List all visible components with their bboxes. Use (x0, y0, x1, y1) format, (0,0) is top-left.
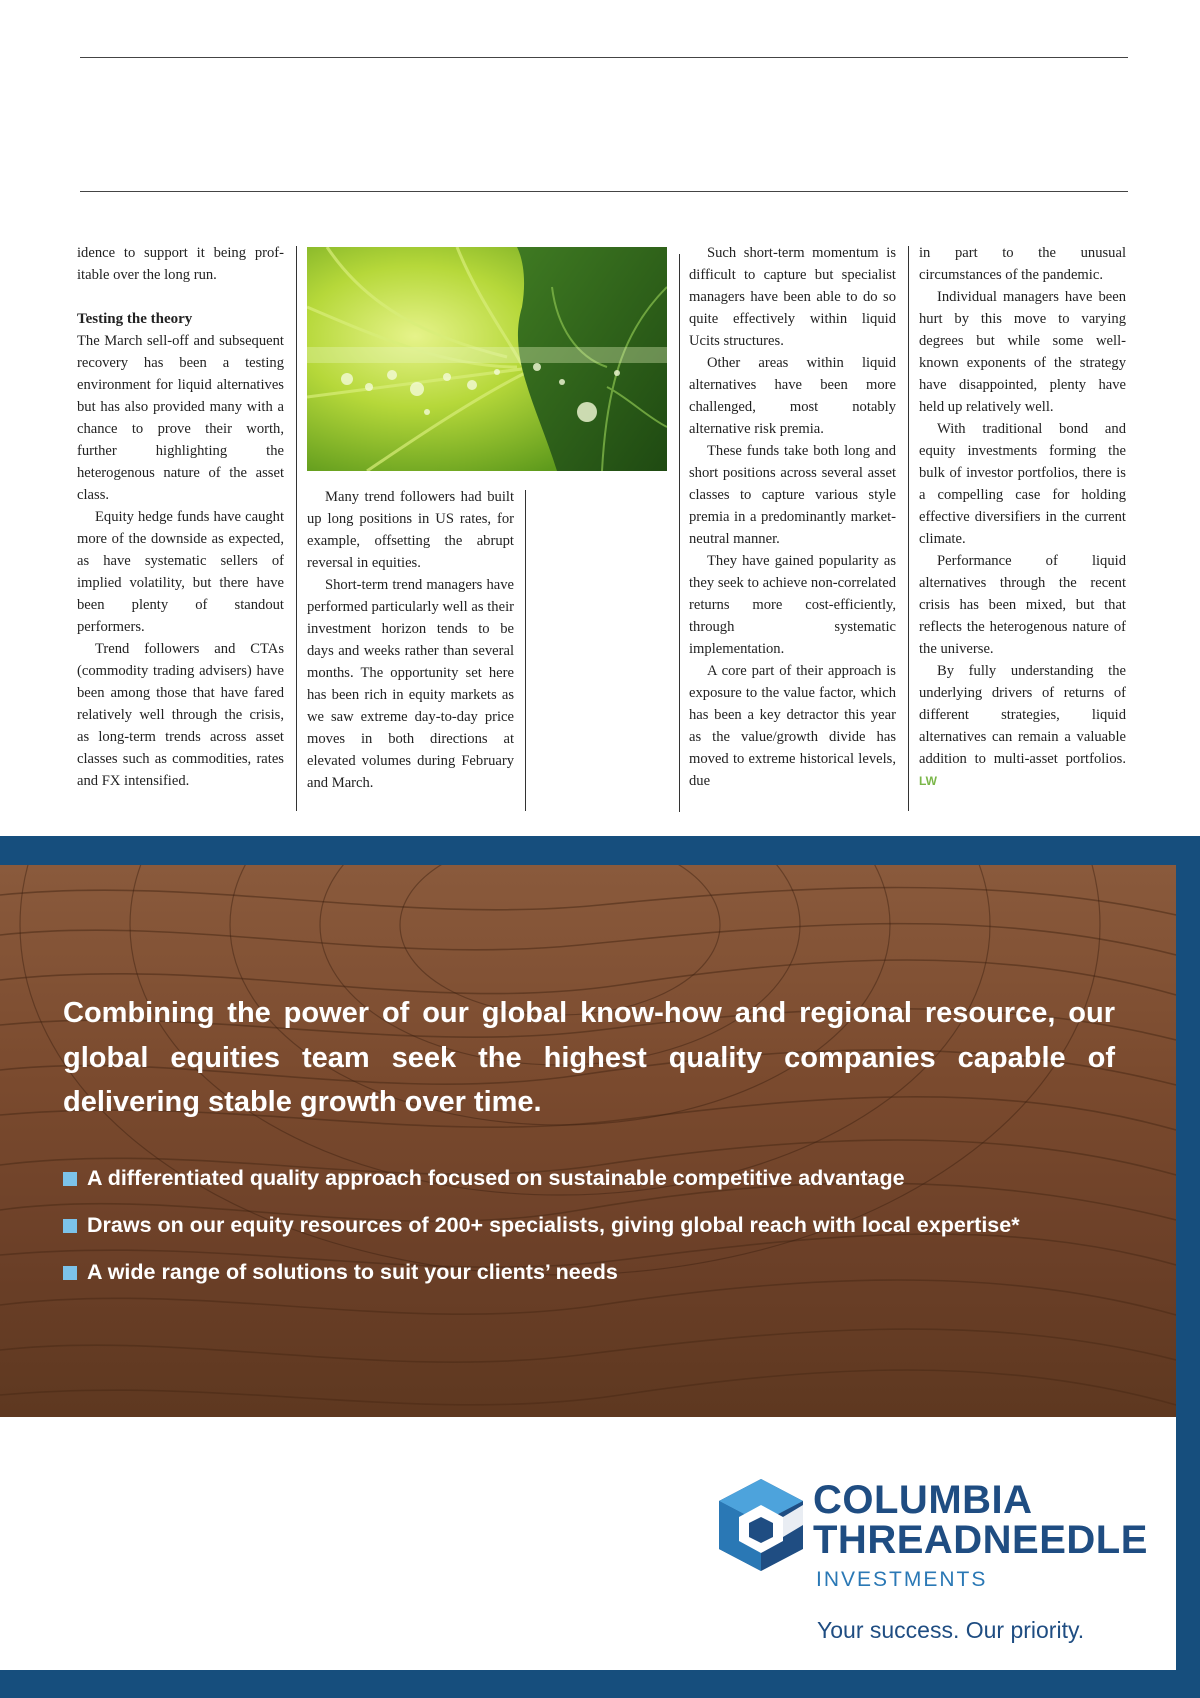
ad-bullet-text: Draws on our equity resources of 200+ specialists, giving global reach with local expertise* (87, 1213, 1020, 1237)
ad-tagline: Your success. Our priority. (817, 1617, 1085, 1643)
paragraph: Other areas within liquid alternatives have been more challenged, most notably alternative risk premia. (689, 355, 896, 437)
paragraph: Trend followers and CTAs (commodity trading advisers) have been among those that have fared relatively well through the crisis, as long-term trends across asset classes such as commodities, rates and FX intensified. (77, 641, 284, 789)
ad-headline: Combining the power of our global know-how and regional resource, our global equities team seek the highest quality companies capable of delivering stable growth over time. (63, 997, 1115, 1118)
paragraph (919, 660, 1126, 792)
paragraph: They have gained popularity as they seek to achieve non-correlated returns more cost-efficiently, through systematic implementation. (689, 553, 896, 657)
end-mark: LW (919, 774, 937, 788)
ad-bullet (63, 1155, 1020, 1202)
paragraph: Such short-term momentum is difficult to capture but specialist managers have been able to do so quite effectively within liquid Ucits structures. (689, 245, 896, 349)
paragraph: Individual managers have been hurt by this move to varying degrees but while some well-known exponents of the strategy have disappointed, plenty have held up relatively well. (919, 289, 1126, 415)
article-column-2 (307, 486, 514, 794)
column-divider (908, 246, 909, 811)
paragraph: A core part of their approach is exposure to the value factor, which has been a key detractor this year as the value/growth divide has moved to extreme historical levels, due (689, 663, 896, 789)
paragraph: Performance of liquid alternatives through the recent crisis has been mixed, but that reflects the heterogenous nature of the universe. (919, 553, 1126, 657)
lime-leaf-water-photo (307, 247, 667, 471)
column-divider (296, 246, 297, 811)
photo-art (307, 247, 667, 471)
paragraph: Many trend followers had built up long positions in US rates, for example, offsetting the abrupt reversal in equities. (307, 489, 514, 571)
wood-grain-background (0, 865, 1176, 1417)
article-column-3 (689, 242, 896, 792)
square-bullet-icon (63, 1266, 77, 1280)
logo-wordmark-line3: INVESTMENTS (816, 1568, 988, 1591)
paragraph: Short-term trend managers have performed particularly well as their investment horizon tends to be days and weeks rather than several months. The opportunity set here has been rich in equity markets as we saw extreme day-to-day price moves in both directions at elevated volumes during February and March. (307, 577, 514, 791)
paragraph: in part to the unusual circumstances of the pandemic. (919, 245, 1126, 283)
wood-grain-art (0, 865, 1176, 1417)
logo-wordmark-line1: COLUMBIA (813, 1478, 1033, 1522)
square-bullet-icon (63, 1219, 77, 1233)
paragraph: idence to support it being prof-itable over the long run. (77, 245, 284, 283)
ad-bullet (63, 1202, 1020, 1249)
ad-bullet-text: A differentiated quality approach focused on sustainable competitive advantage (87, 1166, 905, 1190)
square-bullet-icon (63, 1172, 77, 1186)
column-divider (525, 490, 526, 811)
paragraph: Equity hedge funds have caught more of the downside as expected, as have systematic sellers of implied volatility, but there have been plenty of standout performers. (77, 509, 284, 635)
logo-wordmark-line2: THREADNEEDLE (813, 1518, 1148, 1562)
ad-bullet (63, 1249, 1020, 1296)
header-rule (80, 191, 1128, 192)
paragraph: With traditional bond and equity investments forming the bulk of investor portfolios, there is a compelling case for holding effective diversifiers in the current climate. (919, 421, 1126, 547)
article-column-4 (919, 242, 1126, 792)
paragraph: These funds take both long and short positions across several asset classes to capture various style premia in a predominantly market-neutral manner. (689, 443, 896, 547)
article-column-1 (77, 242, 284, 792)
paragraph-text: By fully understanding the underlying drivers of returns of different strategies, liquid alternatives can remain a valuable addition to multi-asset portfolios. (919, 663, 1126, 767)
cube-logo-icon (711, 1475, 811, 1575)
section-heading: Testing the theory (77, 311, 193, 327)
top-rule (80, 57, 1128, 58)
column-divider (679, 254, 680, 812)
ad-bullet-list (63, 1155, 1020, 1296)
paragraph: The March sell-off and subsequent recovery has been a testing environment for liquid alternatives but has also provided many with a chance to prove their worth, further highlighting the heterogenous nature of the asset class. (77, 333, 284, 503)
ad-bullet-text: A wide range of solutions to suit your clients’ needs (87, 1260, 618, 1284)
